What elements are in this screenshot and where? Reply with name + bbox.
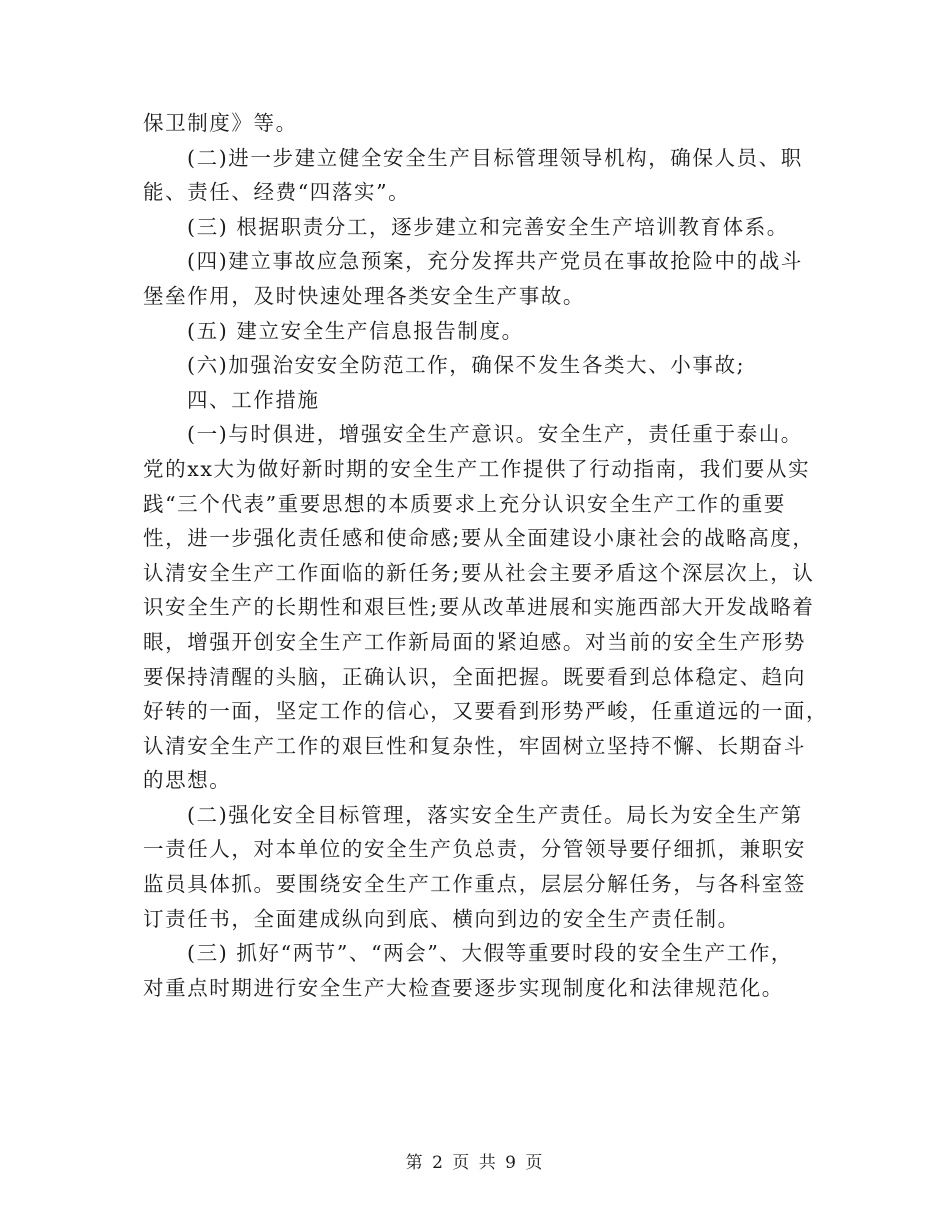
text-line: 践“三个代表”重要思想的本质要求上充分认识安全生产工作的重要 [143,491,786,516]
text-line: 能、责任、经费“四落实”。 [143,180,411,205]
text-line: 性，进一步强化责任感和使命感;要从全面建设小康社会的战略高度， [143,526,815,551]
text-line: (五) 建立安全生产信息报告制度。 [187,318,524,343]
text-line: (三) 抓好“两节”、“两会”、大假等重要时段的安全生产工作， [187,941,794,966]
text-line: 一责任人，对本单位的安全生产负总责，分管领导要仔细抓，兼职安 [143,837,806,862]
text-line: 好转的一面，坚定工作的信心，又要看到形势严峻，任重道远的一面， [143,699,829,724]
text-line: 识安全生产的长期性和艰巨性;要从改革进展和实施西部大开发战略着 [143,595,815,620]
text-line: 认清安全生产工作的艰巨性和复杂性，牢固树立坚持不懈、长期奋斗 [143,733,806,758]
page-footer: 第 2 页 共 9 页 [405,1153,545,1173]
text-line: (二)进一步建立健全安全生产目标管理领导机构，确保人员、职 [187,145,803,170]
text-line: 堡垒作用，及时快速处理各类安全生产事故。 [143,283,585,308]
text-line: 眼，增强开创安全生产工作新局面的紧迫感。对当前的安全生产形势 [143,629,806,654]
document-body [143,106,829,1005]
text-line: 订责任书，全面建成纵向到底、横向到边的安全生产责任制。 [143,906,740,931]
text-line: (一)与时俱进，增强安全生产意识。安全生产，责任重于泰山。 [187,422,803,447]
text-line: (三) 根据职责分工，逐步建立和完善安全生产培训教育体系。 [187,214,789,239]
text-line: 保卫制度》等。 [143,111,298,135]
text-line: 四、工作措施 [187,387,320,412]
text-line: (二)强化安全目标管理，落实安全生产责任。局长为安全生产第 [187,802,803,827]
text-line: 对重点时期进行安全生产大检查要逐步实现制度化和法律规范化。 [143,975,784,1000]
text-line: (四)建立事故应急预案，充分发挥共产党员在事故抢险中的战斗 [187,249,803,274]
text-line: 认清安全生产工作面临的新任务;要从社会主要矛盾这个深层次上，认 [143,560,815,585]
text-line: 监员具体抓。要围绕安全生产工作重点，层层分解任务，与各科室签 [143,872,806,897]
text-line: (六)加强治安安全防范工作，确保不发生各类大、小事故; [187,353,746,378]
text-line: 党的xx大为做好新时期的安全生产工作提供了行动指南，我们要从实 [143,456,811,481]
text-line: 要保持清醒的头脑，正确认识，全面把握。既要看到总体稳定、趋向 [143,664,806,689]
text-line: 的思想。 [143,768,232,793]
